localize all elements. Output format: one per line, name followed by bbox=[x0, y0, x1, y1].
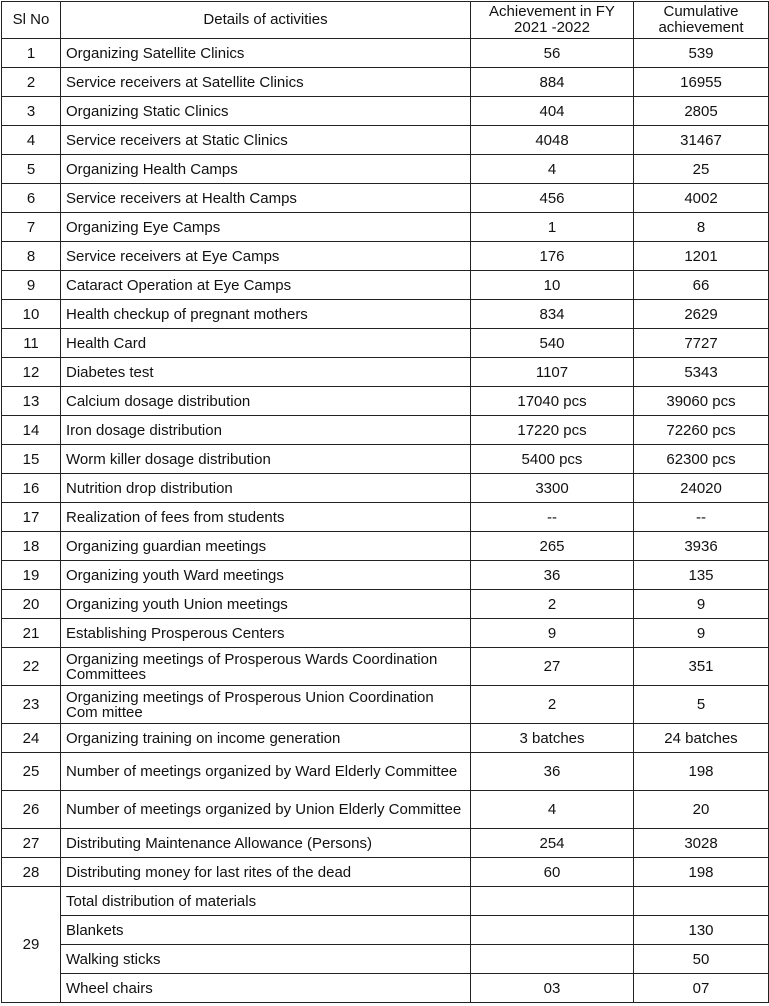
cumulative-cell: 3936 bbox=[634, 532, 769, 561]
achievement-cell: 2 bbox=[471, 590, 634, 619]
table-row bbox=[2, 300, 769, 329]
cumulative-cell: 198 bbox=[634, 858, 769, 887]
achievement-cell: 2 bbox=[471, 686, 634, 724]
cumulative-cell: 62300 pcs bbox=[634, 445, 769, 474]
table-row bbox=[2, 68, 769, 97]
table-row bbox=[2, 619, 769, 648]
table-row bbox=[2, 753, 769, 791]
achievement-cell: 3 batches bbox=[471, 724, 634, 753]
detail-cell: Realization of fees from students bbox=[61, 503, 471, 532]
cumulative-cell: 4002 bbox=[634, 184, 769, 213]
cumulative-cell: 5 bbox=[634, 686, 769, 724]
table-row bbox=[2, 974, 769, 1003]
detail-cell: Total distribution of materials bbox=[61, 887, 471, 916]
achievement-cell: 404 bbox=[471, 97, 634, 126]
cumulative-cell: 135 bbox=[634, 561, 769, 590]
cumulative-cell: 07 bbox=[634, 974, 769, 1003]
detail-cell: Worm killer dosage distribution bbox=[61, 445, 471, 474]
detail-cell: Cataract Operation at Eye Camps bbox=[61, 271, 471, 300]
achievement-cell: 4 bbox=[471, 155, 634, 184]
achievement-cell: 1 bbox=[471, 213, 634, 242]
table-row bbox=[2, 242, 769, 271]
table-row bbox=[2, 590, 769, 619]
achievement-cell: 1107 bbox=[471, 358, 634, 387]
sl-cell: 18 bbox=[2, 532, 61, 561]
table-row bbox=[2, 416, 769, 445]
cumulative-cell bbox=[634, 887, 769, 916]
cumulative-cell: 20 bbox=[634, 791, 769, 829]
detail-cell: Iron dosage distribution bbox=[61, 416, 471, 445]
achievement-cell: 60 bbox=[471, 858, 634, 887]
cumulative-cell: 198 bbox=[634, 753, 769, 791]
table-row bbox=[2, 97, 769, 126]
sl-cell: 11 bbox=[2, 329, 61, 358]
cumulative-cell: -- bbox=[634, 503, 769, 532]
table-row bbox=[2, 858, 769, 887]
detail-cell: Service receivers at Eye Camps bbox=[61, 242, 471, 271]
table-row bbox=[2, 213, 769, 242]
detail-cell: Number of meetings organized by Union Elderly Committee bbox=[61, 791, 471, 829]
cumulative-cell: 25 bbox=[634, 155, 769, 184]
table-row bbox=[2, 724, 769, 753]
cumulative-cell: 7727 bbox=[634, 329, 769, 358]
detail-cell: Blankets bbox=[61, 916, 471, 945]
detail-cell: Nutrition drop distribution bbox=[61, 474, 471, 503]
achievement-cell bbox=[471, 945, 634, 974]
sl-cell: 8 bbox=[2, 242, 61, 271]
detail-cell: Number of meetings organized by Ward Elderly Committee bbox=[61, 753, 471, 791]
achievement-cell: 265 bbox=[471, 532, 634, 561]
cumulative-cell: 2629 bbox=[634, 300, 769, 329]
achievement-cell: 4 bbox=[471, 791, 634, 829]
detail-cell: Distributing Maintenance Allowance (Persons) bbox=[61, 829, 471, 858]
sl-cell: 20 bbox=[2, 590, 61, 619]
cumulative-cell: 72260 pcs bbox=[634, 416, 769, 445]
sl-cell: 27 bbox=[2, 829, 61, 858]
detail-cell: Health checkup of pregnant mothers bbox=[61, 300, 471, 329]
detail-cell: Organizing guardian meetings bbox=[61, 532, 471, 561]
detail-cell: Organizing meetings of Prosperous Union Coordination Com mittee bbox=[61, 686, 471, 724]
achievement-cell: 10 bbox=[471, 271, 634, 300]
sl-cell: 2 bbox=[2, 68, 61, 97]
detail-cell: Service receivers at Static Clinics bbox=[61, 126, 471, 155]
sl-cell: 28 bbox=[2, 858, 61, 887]
detail-cell: Organizing Health Camps bbox=[61, 155, 471, 184]
header-achievement: Achievement in FY 2021 -2022 bbox=[471, 2, 634, 39]
achievement-cell: 3300 bbox=[471, 474, 634, 503]
detail-cell: Distributing money for last rites of the dead bbox=[61, 858, 471, 887]
cumulative-cell: 50 bbox=[634, 945, 769, 974]
sl-cell: 19 bbox=[2, 561, 61, 590]
table-row bbox=[2, 358, 769, 387]
cumulative-cell: 24020 bbox=[634, 474, 769, 503]
sl-cell: 25 bbox=[2, 753, 61, 791]
header-cumulative: Cumulative achievement bbox=[634, 2, 769, 39]
table-row bbox=[2, 887, 769, 916]
header-sl-no: Sl No bbox=[2, 2, 61, 39]
detail-cell: Establishing Prosperous Centers bbox=[61, 619, 471, 648]
sl-cell: 6 bbox=[2, 184, 61, 213]
achievement-cell bbox=[471, 887, 634, 916]
detail-cell: Walking sticks bbox=[61, 945, 471, 974]
detail-cell: Organizing youth Ward meetings bbox=[61, 561, 471, 590]
table-row bbox=[2, 271, 769, 300]
achievement-cell: 834 bbox=[471, 300, 634, 329]
cumulative-cell: 5343 bbox=[634, 358, 769, 387]
cumulative-cell: 539 bbox=[634, 39, 769, 68]
sl-cell: 14 bbox=[2, 416, 61, 445]
achievement-cell: 5400 pcs bbox=[471, 445, 634, 474]
sl-cell: 7 bbox=[2, 213, 61, 242]
detail-cell: Organizing Static Clinics bbox=[61, 97, 471, 126]
cumulative-cell: 39060 pcs bbox=[634, 387, 769, 416]
table-row bbox=[2, 945, 769, 974]
sl-cell: 1 bbox=[2, 39, 61, 68]
table-row bbox=[2, 126, 769, 155]
table-row bbox=[2, 916, 769, 945]
detail-cell: Organizing youth Union meetings bbox=[61, 590, 471, 619]
cumulative-cell: 9 bbox=[634, 619, 769, 648]
table-row bbox=[2, 532, 769, 561]
table-row bbox=[2, 155, 769, 184]
cumulative-cell: 16955 bbox=[634, 68, 769, 97]
sl-cell: 17 bbox=[2, 503, 61, 532]
table-row bbox=[2, 561, 769, 590]
table-row bbox=[2, 445, 769, 474]
table-row bbox=[2, 829, 769, 858]
sl-cell: 24 bbox=[2, 724, 61, 753]
detail-cell: Health Card bbox=[61, 329, 471, 358]
table-row bbox=[2, 648, 769, 686]
achievement-cell: 17220 pcs bbox=[471, 416, 634, 445]
table-row bbox=[2, 387, 769, 416]
table-body bbox=[2, 39, 769, 1003]
table-row bbox=[2, 474, 769, 503]
detail-cell: Diabetes test bbox=[61, 358, 471, 387]
achievement-cell: 17040 pcs bbox=[471, 387, 634, 416]
table-row bbox=[2, 39, 769, 68]
sl-cell: 4 bbox=[2, 126, 61, 155]
activities-table bbox=[1, 1, 769, 1003]
header-row bbox=[2, 2, 769, 39]
sl-cell: 16 bbox=[2, 474, 61, 503]
cumulative-cell: 8 bbox=[634, 213, 769, 242]
detail-cell: Service receivers at Health Camps bbox=[61, 184, 471, 213]
header-details: Details of activities bbox=[61, 2, 471, 39]
achievement-cell: 540 bbox=[471, 329, 634, 358]
cumulative-cell: 1201 bbox=[634, 242, 769, 271]
sl-cell: 10 bbox=[2, 300, 61, 329]
table-row bbox=[2, 184, 769, 213]
detail-cell: Organizing Eye Camps bbox=[61, 213, 471, 242]
sl-cell: 3 bbox=[2, 97, 61, 126]
sl-cell: 12 bbox=[2, 358, 61, 387]
detail-cell: Organizing Satellite Clinics bbox=[61, 39, 471, 68]
detail-cell: Wheel chairs bbox=[61, 974, 471, 1003]
table-row bbox=[2, 686, 769, 724]
table-row bbox=[2, 791, 769, 829]
sl-cell: 29 bbox=[2, 887, 61, 1003]
cumulative-cell: 9 bbox=[634, 590, 769, 619]
achievement-cell: 884 bbox=[471, 68, 634, 97]
cumulative-cell: 2805 bbox=[634, 97, 769, 126]
achievement-cell: -- bbox=[471, 503, 634, 532]
achievement-cell: 4048 bbox=[471, 126, 634, 155]
cumulative-cell: 351 bbox=[634, 648, 769, 686]
detail-cell: Service receivers at Satellite Clinics bbox=[61, 68, 471, 97]
table-row bbox=[2, 329, 769, 358]
cumulative-cell: 130 bbox=[634, 916, 769, 945]
sl-cell: 26 bbox=[2, 791, 61, 829]
sl-cell: 9 bbox=[2, 271, 61, 300]
sl-cell: 21 bbox=[2, 619, 61, 648]
sl-cell: 5 bbox=[2, 155, 61, 184]
table-row bbox=[2, 503, 769, 532]
sl-cell: 15 bbox=[2, 445, 61, 474]
achievement-cell bbox=[471, 916, 634, 945]
cumulative-cell: 66 bbox=[634, 271, 769, 300]
achievement-cell: 254 bbox=[471, 829, 634, 858]
achievement-cell: 36 bbox=[471, 753, 634, 791]
achievement-cell: 456 bbox=[471, 184, 634, 213]
sl-cell: 23 bbox=[2, 686, 61, 724]
achievement-cell: 9 bbox=[471, 619, 634, 648]
achievement-cell: 56 bbox=[471, 39, 634, 68]
sl-cell: 22 bbox=[2, 648, 61, 686]
detail-cell: Calcium dosage distribution bbox=[61, 387, 471, 416]
detail-cell: Organizing training on income generation bbox=[61, 724, 471, 753]
cumulative-cell: 31467 bbox=[634, 126, 769, 155]
sl-cell: 13 bbox=[2, 387, 61, 416]
achievement-cell: 176 bbox=[471, 242, 634, 271]
achievement-cell: 36 bbox=[471, 561, 634, 590]
achievement-cell: 27 bbox=[471, 648, 634, 686]
cumulative-cell: 3028 bbox=[634, 829, 769, 858]
detail-cell: Organizing meetings of Prosperous Wards Coordination Committees bbox=[61, 648, 471, 686]
cumulative-cell: 24 batches bbox=[634, 724, 769, 753]
achievement-cell: 03 bbox=[471, 974, 634, 1003]
